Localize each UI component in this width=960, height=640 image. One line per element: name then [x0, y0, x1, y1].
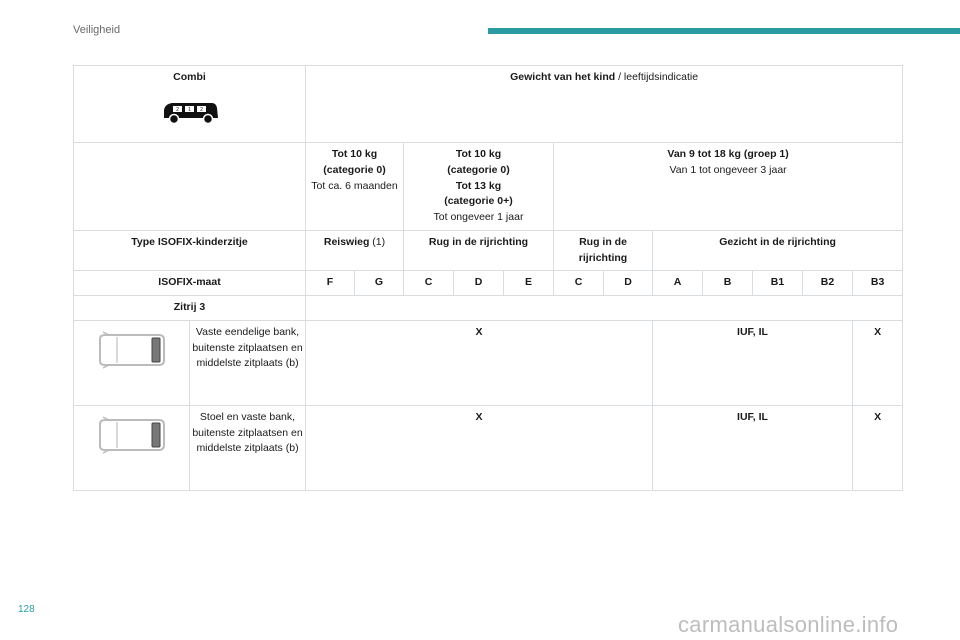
size-cell: B1: [753, 271, 803, 296]
group-0b-cell: [404, 143, 554, 231]
isofix-table: [73, 65, 903, 491]
group-1-cell: [554, 143, 903, 231]
row-label: Zitrij 3: [173, 301, 206, 313]
vehicle-seat-row3-icon: [97, 331, 167, 369]
size-cell: G: [355, 271, 404, 296]
group-0a-line1: Tot 10 kg: [331, 148, 378, 160]
vehicle-cell: [74, 66, 306, 143]
seat-description: Vaste eendelige bank, buitenste zitplaatsen en middelste zitplaats (b): [190, 320, 306, 405]
group-1-age: Van 1 tot ongeveer 3 jaar: [669, 163, 787, 176]
rear-facing-value: X: [306, 320, 653, 405]
van-icon: [160, 100, 220, 126]
forward-facing-value: IUF, IL: [653, 405, 853, 490]
group-0b-age: Tot ongeveer 1 jaar: [433, 211, 524, 223]
row-label-empty-cell: [306, 296, 903, 321]
table-row-vehicle: [74, 66, 903, 143]
type-carrycot-cell: [306, 230, 404, 271]
vehicle-label: Combi: [173, 71, 206, 83]
group-0b-line1: Tot 10 kg: [455, 148, 502, 160]
type-rear-facing-2: Rug in de rijrichting: [578, 235, 628, 264]
seat-icon-cell: [74, 405, 190, 490]
group-0a-cell: [306, 143, 404, 231]
type-forward-facing: Gezicht in de rijrichting: [719, 235, 836, 248]
group-0b-line3: Tot 13 kg: [455, 179, 502, 192]
table-row-sizes: [74, 271, 903, 296]
group-1-line1: Van 9 tot 18 kg (groep 1): [667, 148, 789, 160]
size-cell: B3: [853, 271, 903, 296]
rear-facing-value: X: [306, 405, 653, 490]
section-title: Veiligheid: [73, 24, 121, 36]
size-cell: F: [306, 271, 355, 296]
group-0b-line2: (categorie 0): [447, 163, 510, 176]
size-cell: A: [653, 271, 703, 296]
header-accent-bar: [488, 28, 960, 34]
size-cell: B: [703, 271, 753, 296]
b3-value: X: [853, 320, 903, 405]
table-row: [74, 320, 903, 405]
row-label-cell: [74, 296, 306, 321]
type-carrycot-note: (1): [369, 235, 386, 248]
type-label-cell: [74, 230, 306, 271]
table-row-types: [74, 230, 903, 271]
size-cell: D: [454, 271, 504, 296]
size-label: ISOFIX-maat: [158, 276, 221, 289]
seat-description: Stoel en vaste bank, buitenste zitplaatsen en middelste zitplaats (b): [190, 405, 306, 490]
weight-heading-cell: [306, 66, 903, 143]
size-cell: B2: [803, 271, 853, 296]
type-carrycot: Reiswieg: [323, 235, 370, 248]
weight-heading-bold: Gewicht van het kind: [510, 71, 616, 83]
svg-text:2: 2: [199, 106, 203, 113]
group-0a-line2: (categorie 0): [323, 163, 386, 176]
forward-facing-value: IUF, IL: [653, 320, 853, 405]
vehicle-seat-row3-icon: [97, 416, 167, 454]
b3-value: X: [853, 405, 903, 490]
size-label-cell: [74, 271, 306, 296]
group-0b-line4: (categorie 0+): [444, 195, 513, 208]
type-rear-facing-1: Rug in de rijrichting: [428, 235, 529, 248]
table-row-seat-row-label: [74, 296, 903, 321]
watermark: carmanualsonline.info: [678, 612, 899, 637]
svg-text:1: 1: [187, 106, 191, 113]
group-0a-age: Tot ca. 6 maanden: [311, 179, 398, 192]
size-cell: D: [604, 271, 653, 296]
table-row-groups: [74, 143, 903, 231]
type-rear-facing-2-cell: [554, 230, 653, 271]
page-number: 128: [18, 604, 35, 615]
groups-empty-cell: [74, 143, 306, 231]
type-label: Type ISOFIX-kinderzitje: [131, 235, 248, 248]
type-rear-facing-1-cell: [404, 230, 554, 271]
size-cell: E: [504, 271, 554, 296]
weight-heading-rest: / leeftijdsindicatie: [615, 71, 699, 83]
seat-icon-cell: [74, 320, 190, 405]
size-cell: C: [554, 271, 604, 296]
table-row: [74, 405, 903, 490]
svg-text:2: 2: [175, 106, 179, 113]
size-cell: C: [404, 271, 454, 296]
type-forward-facing-cell: [653, 230, 903, 271]
